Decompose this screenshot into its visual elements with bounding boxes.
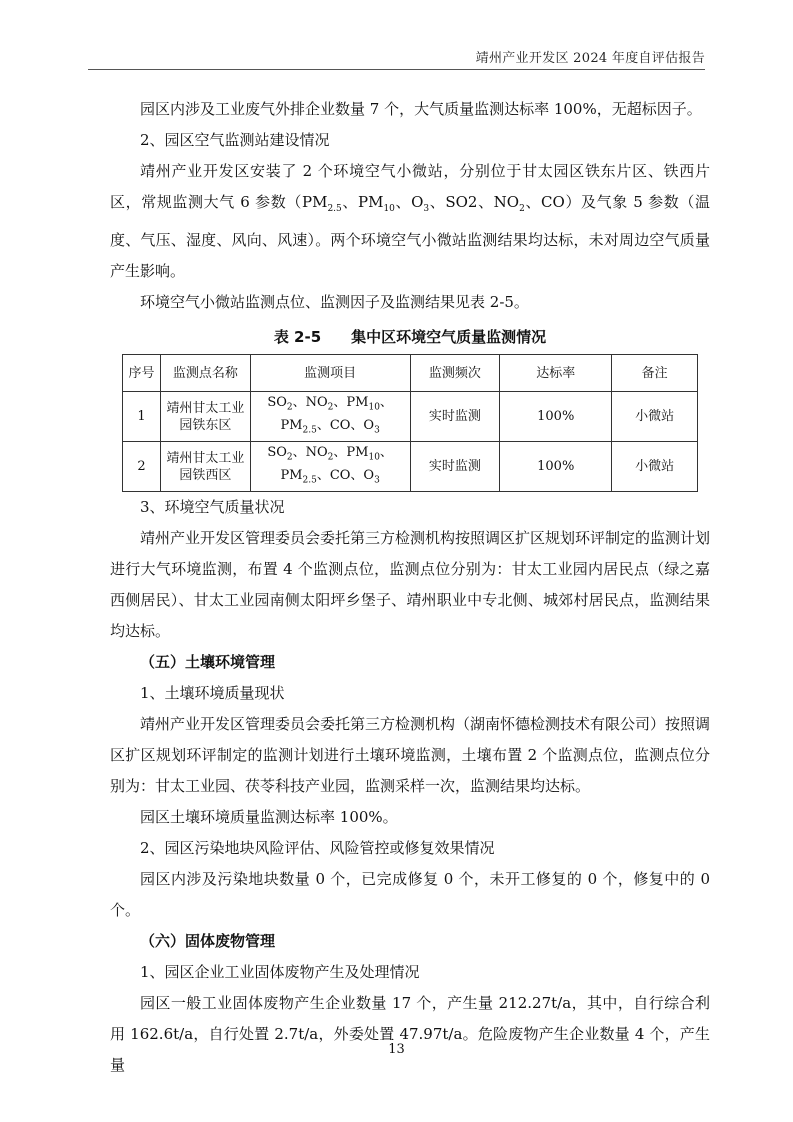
paragraph: 靖州产业开发区管理委员会委托第三方检测机构（湖南怀德检测技术有限公司）按照调区扩区规划环评制定的监测计划进行土壤环境监测，土壤布置 2 个监测点位，监测点位分别为：甘太工业园、茯苓科技产业园，监测采样一次，监测结果均达标。 <box>110 715 711 796</box>
header-divider <box>88 69 705 70</box>
heading-air-station: 2、园区空气监测站建设情况 <box>140 131 330 149</box>
paragraph: 1、土壤环境质量现状 <box>140 684 285 703</box>
paragraph-waste-gas: 园区内涉及工业废气外排企业数量 7 个，大气质量监测达标率 100%，无超标因子。 <box>140 100 702 118</box>
cell-items: $SO_2$、$NO_2$、$PM_{10}$、$PM_{2.5}$、CO、$O_3$ <box>250 392 410 442</box>
paragraph: 园区内涉及污染地块数量 0 个，已完成修复 0 个，未开工修复的 0 个，修复中的 0 个。 <box>110 870 710 920</box>
document-body <box>110 94 710 1081</box>
cell-note: 小微站 <box>612 442 698 492</box>
table-header-row <box>123 355 698 392</box>
section-heading: （五）土壤环境管理 <box>140 653 276 672</box>
air-quality-table <box>122 354 698 492</box>
header-site: 监测点名称 <box>160 355 250 392</box>
cell-rate: 100% <box>500 442 612 492</box>
bottom-section <box>110 492 710 1081</box>
cell-no: 2 <box>123 442 161 492</box>
paragraph-station-install: 靖州产业开发区安装了 2 个环境空气小微站，分别位于甘太园区铁东片区、铁西片区，常规监测大气 6 参数（$PM_{2.5}$、$PM_{10}$、$O_3$、SO2、$NO_2$、CO）及气象 5 参数（温度、气压、湿度、风向、风速）。两个环境空气小微站监测结果均达标，未对周边空气质量产生影响。 <box>110 162 710 280</box>
paragraph: 1、园区企业工业固体废物产生及处理情况 <box>140 963 420 982</box>
cell-items: $SO_2$、$NO_2$、$PM_{10}$、$PM_{2.5}$、CO、$O_3$ <box>250 442 410 492</box>
page-header: 靖州产业开发区 2024 年度自评估报告 <box>475 51 705 66</box>
table-row <box>123 442 698 492</box>
page-number: 13 <box>388 1042 405 1057</box>
header-items: 监测项目 <box>250 355 410 392</box>
cell-frequency: 实时监测 <box>410 442 500 492</box>
paragraph: 3、环境空气质量状况 <box>140 498 285 517</box>
paragraph: 园区一般工业固体废物产生企业数量 17 个，产生量 212.27t/a，其中，自行综合利用 162.6t/a，自行处置 2.7t/a，外委处置 47.97t/a。危险废物产生企业数量 4 个，产生量 <box>110 994 710 1075</box>
cell-no: 1 <box>123 392 161 442</box>
cell-note: 小微站 <box>612 392 698 442</box>
header-rate: 达标率 <box>500 355 612 392</box>
header-frequency: 监测频次 <box>410 355 500 392</box>
section-heading: （六）固体废物管理 <box>140 932 276 951</box>
table-row <box>123 392 698 442</box>
cell-site: 靖州甘太工业园铁东区 <box>160 392 250 442</box>
cell-site: 靖州甘太工业园铁西区 <box>160 442 250 492</box>
table-caption: 表 2-5 集中区环境空气质量监测情况 <box>273 328 547 346</box>
cell-rate: 100% <box>500 392 612 442</box>
paragraph: 靖州产业开发区管理委员会委托第三方检测机构按照调区扩区规划环评制定的监测计划进行大气环境监测，布置 4 个监测点位，监测点位分别为：甘太工业园内居民点（绿之嘉西侧居民）、甘太工业园南侧太阳坪乡堡子、靖州职业中专北侧、城郊村居民点，监测结果均达标。 <box>110 529 711 641</box>
header-no: 序号 <box>123 355 161 392</box>
cell-frequency: 实时监测 <box>410 392 500 442</box>
paragraph-table-reference: 环境空气小微站监测点位、监测因子及监测结果见表 2-5。 <box>140 293 529 311</box>
paragraph: 园区土壤环境质量监测达标率 100%。 <box>140 808 398 827</box>
paragraph: 2、园区污染地块风险评估、风险管控或修复效果情况 <box>140 839 495 858</box>
header-note: 备注 <box>612 355 698 392</box>
